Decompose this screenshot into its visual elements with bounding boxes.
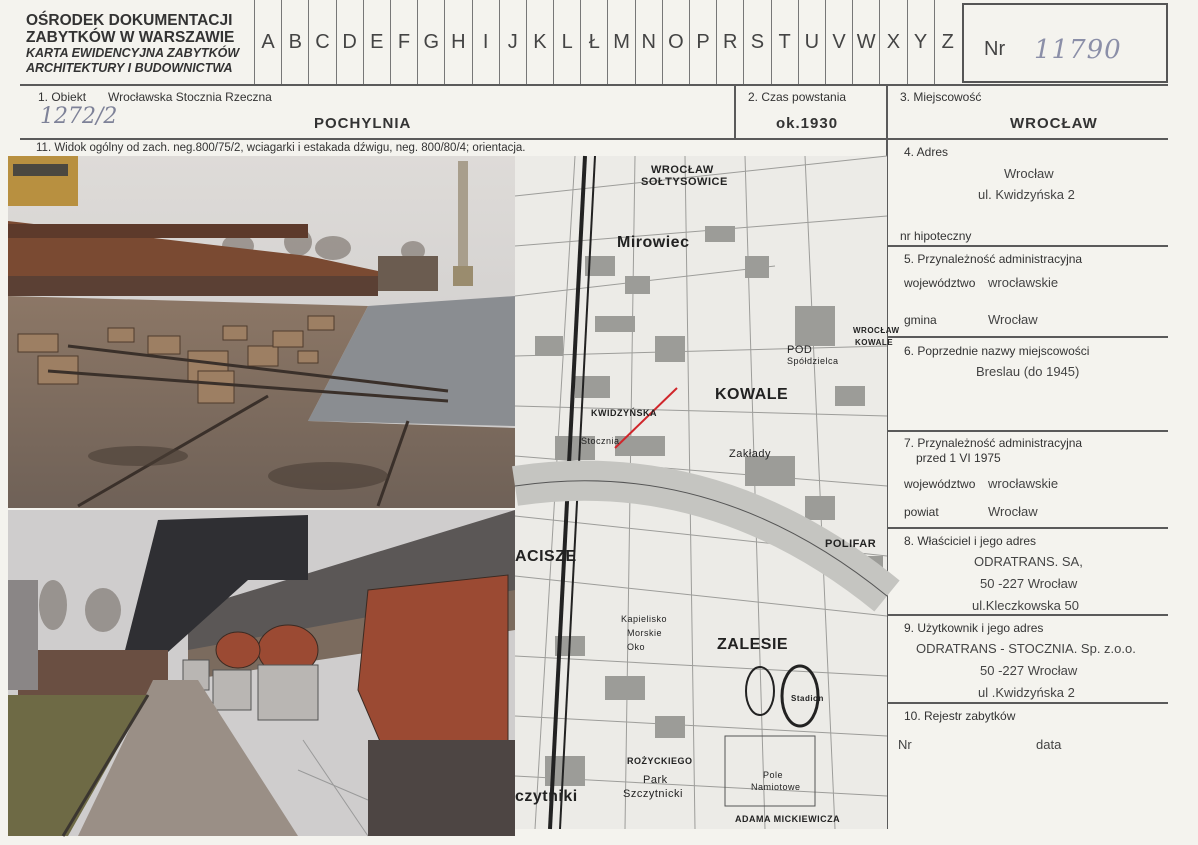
slipway-photo-graphic [8, 156, 515, 508]
alphabet-letter: E [363, 0, 390, 84]
alphabet-letter: I [472, 0, 499, 84]
address-label: 4. Adres [904, 145, 949, 159]
locality-label: 3. Miejscowość [900, 90, 982, 104]
period-label: 2. Czas powstania [748, 90, 847, 104]
map-label-zaklady: Zakłady [729, 448, 772, 460]
owner-label: 8. Właściciel i jego adres [904, 534, 1037, 548]
alphabet-letter: K [526, 0, 553, 84]
alphabet-letter: X [879, 0, 906, 84]
map-label-pod: POD [787, 344, 813, 356]
alphabet-letter: Ł [580, 0, 607, 84]
rule-5 [888, 336, 1168, 338]
alphabet-letter: W [852, 0, 879, 84]
admin-voivodeship-value: wrocławskie [988, 275, 1059, 290]
object-type: POCHYLNIA [314, 115, 412, 132]
admin-before-county-label: powiat [904, 505, 939, 519]
institution-line2: ZABYTKÓW W WARSZAWIE [26, 29, 235, 46]
mortgage-label: nr hipoteczny [900, 229, 972, 243]
map-label-morskie: Morskie [627, 628, 663, 638]
rule-title [20, 138, 1168, 140]
rule-4 [888, 245, 1168, 247]
rule-9 [888, 702, 1168, 704]
admin-before-voivodeship-value: wrocławskie [988, 476, 1059, 491]
map-label-spoldzielca: Spółdzielca [787, 356, 839, 366]
map-label-czytniki: czytniki [515, 788, 578, 805]
map-graphic [515, 156, 887, 829]
photo-caption: 11. Widok ogólny od zach. neg.800/75/2, wciagarki i estakada dźwigu, neg. 800/80/4; orientacja. [36, 142, 526, 154]
alphabet-letter: S [743, 0, 770, 84]
alphabet-letter: M [607, 0, 634, 84]
alphabet-letter: N [635, 0, 662, 84]
alphabet-letter: Y [907, 0, 934, 84]
register-nr-label: Nr [898, 737, 912, 752]
alphabet-letter: T [771, 0, 798, 84]
map-label-stocznia: Stocznia [581, 436, 620, 446]
registry-number-box [962, 3, 1168, 83]
photo-slipway-general-view [8, 156, 515, 508]
user-name: ODRATRANS - STOCZNIA. Sp. z.o.o. [916, 641, 1136, 656]
address-city: Wrocław [1004, 166, 1054, 181]
map-label-rozyckiego: ROŻYCKIEGO [627, 756, 693, 766]
institution-line4: ARCHITEKTURY I BUDOWNICTWA [26, 61, 233, 75]
alphabet-letter: G [417, 0, 444, 84]
map-label-mirowiec: Mirowiec [617, 234, 690, 251]
alphabet-letter: D [336, 0, 363, 84]
alphabet-letter: H [444, 0, 471, 84]
alphabet-letter: P [689, 0, 716, 84]
map-label-namiotowe: Namiotowe [751, 782, 801, 792]
registry-label: Nr [984, 38, 1006, 60]
map-label-stadion: Stadion [791, 694, 824, 703]
alphabet-letter: Z [934, 0, 961, 84]
photo-winches-and-crane-trestle [8, 510, 515, 836]
alphabet-letter: O [662, 0, 689, 84]
admin-label: 5. Przynależność administracyjna [904, 252, 1083, 266]
admin-voivodeship-label: województwo [904, 276, 976, 290]
register-label: 10. Rejestr zabytków [904, 709, 1016, 723]
map-label-kowale-right: KOWALE [855, 338, 894, 347]
map-label-pole: Pole [763, 770, 784, 780]
object-handwritten-number: 1272/2 [40, 104, 118, 129]
map-label-zalesie: ZALESIE [717, 636, 789, 653]
map-label-kowale: KOWALE [715, 386, 789, 403]
map-label-park: Park [643, 774, 668, 786]
admin-before-label: 7. Przynależność administracyjna [904, 436, 1083, 450]
object-label: 1. Obiekt [38, 90, 87, 104]
alphabet-letter: L [553, 0, 580, 84]
owner-name: ODRATRANS. SA, [974, 554, 1083, 569]
user-street: ul .Kwidzyńska 2 [978, 685, 1075, 700]
map-label-mickiewicza: ADAMA MICKIEWICZA [735, 814, 841, 824]
alphabet-letter: R [716, 0, 743, 84]
alphabet-letter: U [798, 0, 825, 84]
map-label-oko: Oko [627, 642, 646, 652]
alphabet-letter: J [499, 0, 526, 84]
admin-before-date: przed 1 VI 1975 [916, 451, 1001, 465]
locality-value: WROCŁAW [1010, 115, 1098, 132]
map-label-szczytnicki: Szczytnicki [623, 788, 683, 800]
former-names-label: 6. Poprzednie nazwy miejscowości [904, 344, 1090, 358]
period-value: ok.1930 [776, 115, 839, 132]
admin-commune-label: gmina [904, 313, 937, 327]
alphabet-letter: A [254, 0, 281, 84]
rule-header [20, 84, 1168, 86]
object-name: Wrocławska Stocznia Rzeczna [108, 90, 272, 104]
map-label-soltysowice: SOŁTYSOWICE [641, 176, 728, 188]
alphabet-letter: V [825, 0, 852, 84]
register-date-label: data [1036, 737, 1062, 752]
institution-line3: KARTA EWIDENCYJNA ZABYTKÓW [26, 46, 240, 60]
alphabet-index [254, 0, 961, 84]
map-label-polifar: POLIFAR [825, 538, 877, 550]
institution-line1: OŚRODEK DOKUMENTACJI [26, 12, 233, 29]
rule-6 [888, 430, 1168, 432]
former-names-value: Breslau (do 1945) [976, 364, 1080, 379]
alphabet-letter: C [308, 0, 335, 84]
user-city: 50 -227 Wrocław [980, 663, 1078, 678]
admin-before-voivodeship-label: województwo [904, 477, 976, 491]
map-label-wroclaw: WROCŁAW [651, 164, 714, 176]
location-map [515, 156, 900, 829]
address-street: ul. Kwidzyńska 2 [978, 187, 1075, 202]
map-label-kapielisko: Kapielisko [621, 614, 668, 624]
admin-commune-value: Wrocław [988, 312, 1038, 327]
user-label: 9. Użytkownik i jego adres [904, 621, 1044, 635]
map-label-wroclaw-right: WROCŁAW [853, 326, 900, 335]
owner-street: ul.Kleczkowska 50 [972, 598, 1079, 613]
alphabet-letter: F [390, 0, 417, 84]
institution-block [26, 12, 254, 76]
winches-photo-graphic [8, 510, 515, 836]
rule-7 [888, 527, 1168, 529]
alphabet-letter: B [281, 0, 308, 84]
admin-before-county-value: Wrocław [988, 504, 1038, 519]
map-label-kwidzynska: KWIDZYŃSKA [591, 408, 657, 418]
owner-city: 50 -227 Wrocław [980, 576, 1078, 591]
rule-8 [888, 614, 1168, 616]
divider-period [734, 84, 736, 138]
registry-number: 11790 [1034, 35, 1122, 65]
map-label-acisze: ACISZE [515, 548, 577, 565]
